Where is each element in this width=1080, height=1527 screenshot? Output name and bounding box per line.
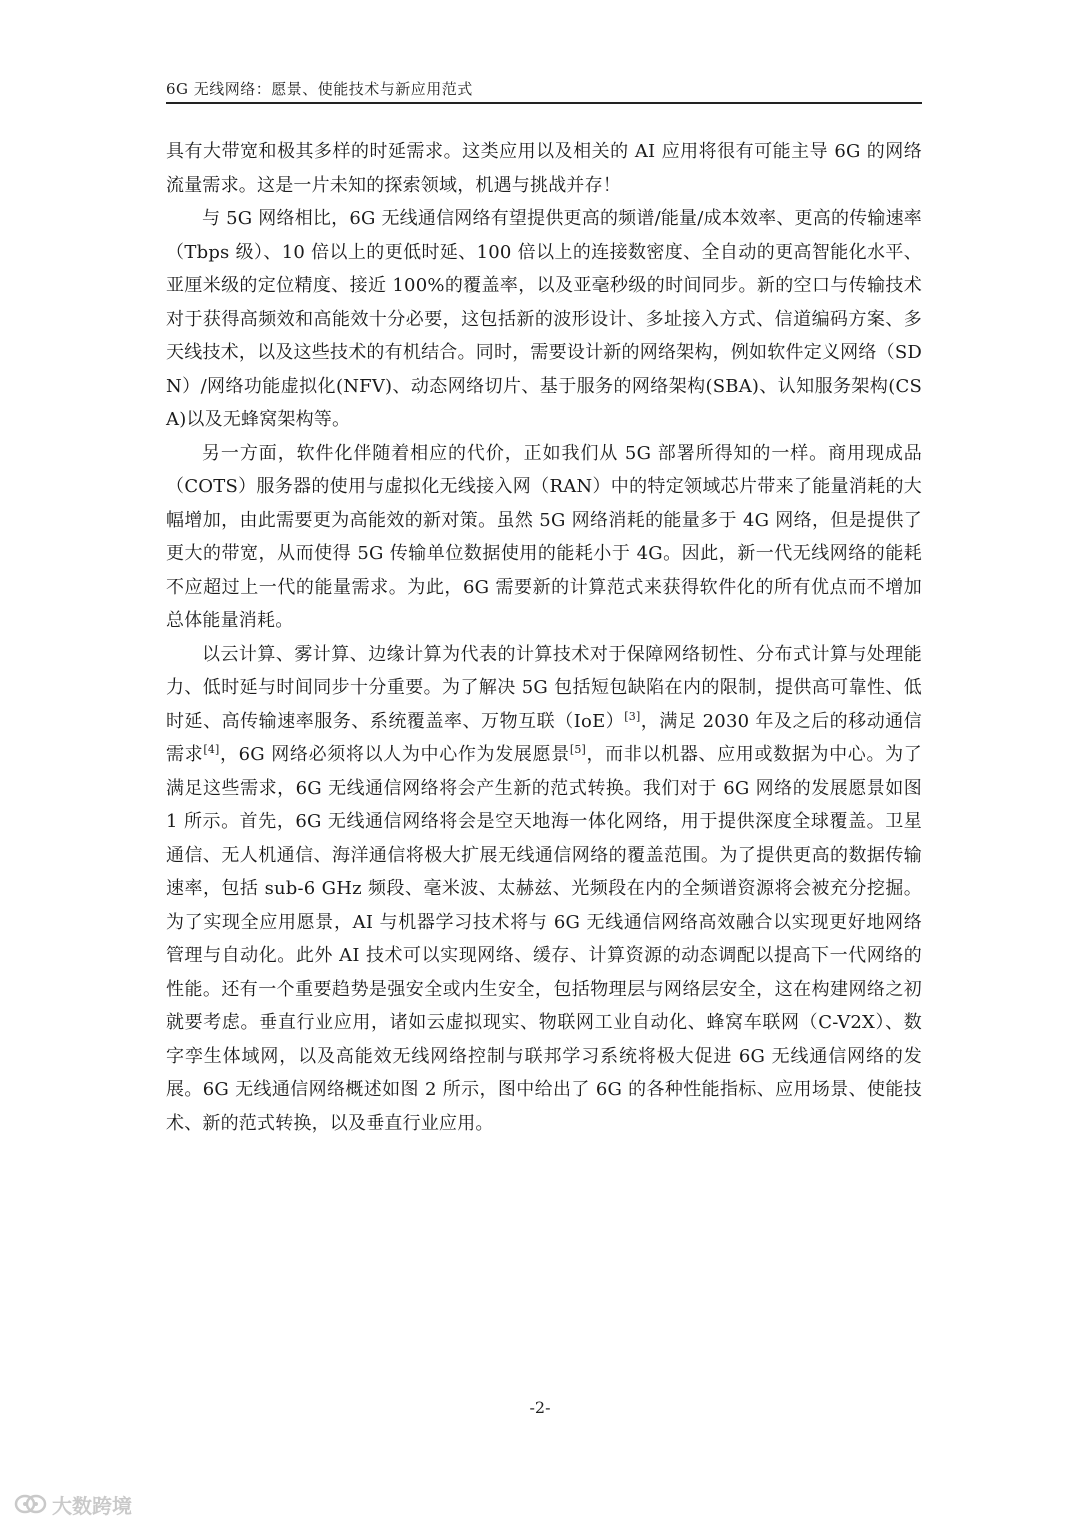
- citation-superscript: [5]: [569, 743, 587, 756]
- citation-superscript: [4]: [203, 743, 220, 756]
- running-header-title: 6G 无线网络：愿景、使能技术与新应用范式: [166, 80, 473, 98]
- paragraph-text: 另一方面，软件化伴随着相应的代价，正如我们从 5G 部署所得知的一样。商用现成品（COTS）服务器的使用与虚拟化无线接入网（RAN）中的特定领域芯片带来了能量消耗的大幅增加，由此需要更为高能效的新对策。虽然 5G 网络消耗的能量多于 4G 网络，但是提供了更大的带宽，从而使得 5G 传输单位数据使用的能耗小于 4G。因此，新一代无线网络的能耗不应超过上一代的能量需求。为此，6G 需要新的计算范式来获得软件化的所有优点而不增加总体能量消耗。: [166, 442, 922, 631]
- running-header: [166, 74, 922, 104]
- body-text: [166, 135, 922, 1140]
- paragraph: [166, 638, 922, 1141]
- paragraph: [166, 437, 922, 638]
- citation-superscript: [3]: [624, 709, 641, 723]
- watermark: [14, 1491, 132, 1517]
- paragraph-text: 与 5G 网络相比，6G 无线通信网络有望提供更高的频谱/能量/成本效率、更高的传输速率（Tbps 级）、10 倍以上的更低时延、100 倍以上的连接数密度、全自动的更高智能化水平、亚厘米级的定位精度、接近 100%的覆盖率，以及亚毫秒级的时间同步。新的空口与传输技术对于获得高频效和高能效十分必要，这包括新的波形设计、多址接入方式、信道编码方案、多天线技术，以及这些技术的有机结合。同时，需要设计新的网络架构，例如软件定义网络（SDN）/网络功能虚拟化(NFV)、动态网络切片、基于服务的网络架构(SBA)、认知服务架构(CSA)以及无蜂窝架构等。: [166, 208, 922, 430]
- paragraph-text: ，而非以机器、应用或数据为中心。为了满足这些需求，6G 无线通信网络将会产生新的范式转换。我们对于 6G 网络的发展愿景如图 1 所示。首先，6G 无线通信网络将会是空天地海一体化网络，用于提供深度全球覆盖。卫星通信、无人机通信、海洋通信将极大扩展无线通信网络的覆盖范围。为了提供更高的数据传输速率，包括 sub-6 GHz 频段、毫米波、太赫兹、光频段在内的全频谱资源将会被充分挖掘。为了实现全应用愿景，AI 与机器学习技术将与 6G 无线通信网络高效融合以实现更好地网络管理与自动化。此外 AI 技术可以实现网络、缓存、计算资源的动态调配以提高下一代网络的性能。还有一个重要趋势是强安全或内生安全，包括物理层与网络层安全，这在构建网络之初就要考虑。垂直行业应用，诸如云虚拟现实、物联网工业自动化、蜂窝车联网（C-V2X）、数字孪生体域网，以及高能效无线网络控制与联邦学习系统将极大促进 6G 无线通信网络的发展。6G 无线通信网络概述如图 2 所示，图中给出了 6G 的各种性能指标、应用场景、使能技术、新的范式转换，以及垂直行业应用。: [166, 744, 922, 1134]
- paragraph-text: ，满足 2030 年及之后的移动通信需求: [166, 710, 922, 765]
- paragraph-text: 以云计算、雾计算、边缘计算为代表的计算技术对于保障网络韧性、分布式计算与处理能力、低时延与时间同步十分重要。为了解决 5G 包括短包缺陷在内的限制，提供高可靠性、低时延、高传输速率服务、系统覆盖率、万物互联（IoE）: [166, 643, 922, 732]
- page-number: -2-: [529, 1398, 551, 1417]
- watermark-logo-icon: [14, 1493, 48, 1515]
- paragraph: [166, 135, 922, 202]
- paragraph: [166, 202, 922, 437]
- watermark-text: 大数跨境: [52, 1493, 132, 1518]
- paragraph-text: ，6G 网络必须将以人为中心作为发展愿景: [219, 744, 570, 765]
- paragraph-text: 具有大带宽和极其多样的时延需求。这类应用以及相关的 AI 应用将很有可能主导 6G 的网络流量需求。这是一片未知的探索领域，机遇与挑战并存！: [166, 141, 922, 196]
